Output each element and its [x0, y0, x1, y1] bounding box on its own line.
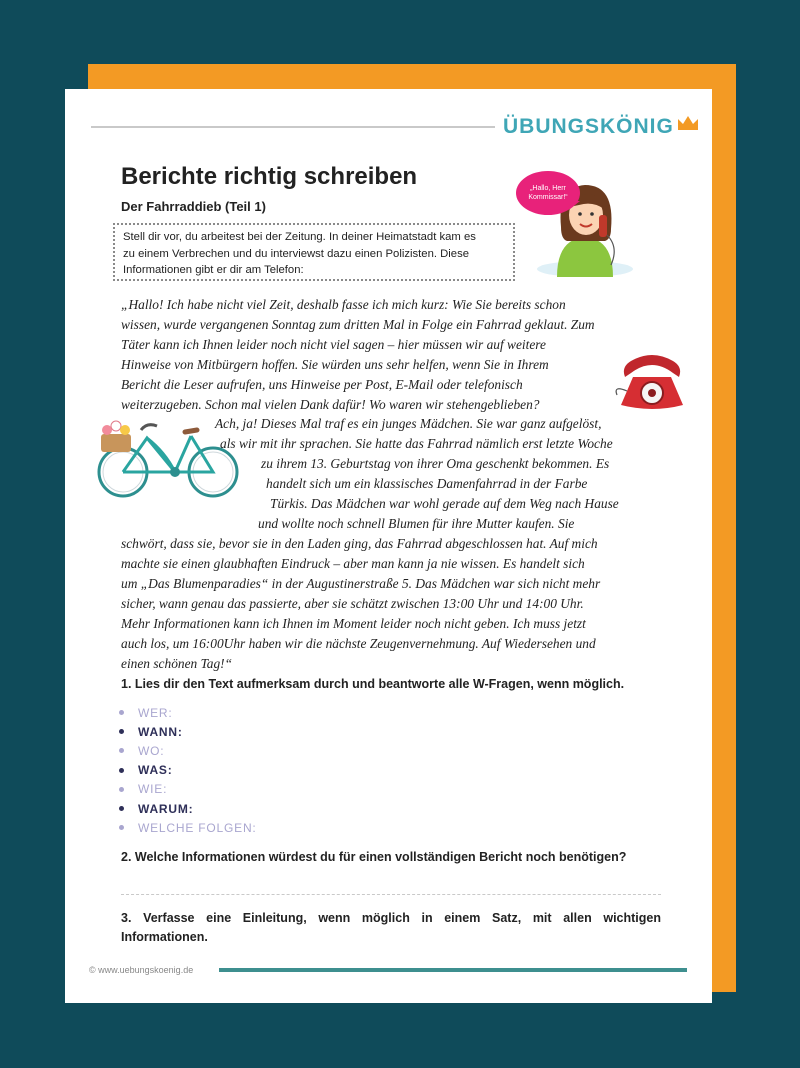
quote-line: „Hallo! Ich habe nicht viel Zeit, deshalb fasse ich mich kurz: Wie Sie bereits schon: [121, 297, 566, 312]
quote-line: handelt sich um ein klassisches Damenfahrrad in der Farbe: [266, 476, 588, 491]
quote-line: als wir mit ihr sprachen. Sie hatte das Fahrrad nämlich erst letzte Woche: [220, 436, 613, 451]
quote-line: Ach, ja! Dieses Mal traf es ein junges Mädchen. Sie war ganz aufgelöst,: [215, 416, 602, 431]
quote-line: weiterzugeben. Schon mal vielen Dank dafür! Wo waren wir stehengeblieben?: [121, 397, 540, 412]
intro-line: Stell dir vor, du arbeitest bei der Zeitung. In deiner Heimatstadt kam es: [123, 231, 476, 243]
speech-bubble: „Hallo, Herr Kommissar!“: [516, 171, 580, 215]
w-question-warum: [119, 799, 257, 818]
bullet: [119, 768, 124, 773]
w-question-label: WELCHE FOLGEN:: [138, 820, 257, 835]
intro-box: [113, 223, 515, 281]
w-question-wo: [119, 741, 257, 760]
w-question-label: WER:: [138, 705, 173, 720]
question-2: 2. Welche Informationen würdest du für einen vollständigen Bericht noch benötigen?: [121, 850, 627, 864]
page-title: Berichte richtig schreiben: [121, 163, 418, 190]
answer-line: [121, 894, 661, 895]
quote-line: sicher, wann genau das passierte, aber sie schätzt zwischen 13:00 Uhr und 14:00 Uhr.: [121, 596, 584, 611]
quote-line: und wollte noch schnell Blumen für ihre Mutter kaufen. Sie: [258, 516, 575, 531]
speech-bubble-tail: [570, 201, 580, 209]
page-subtitle: Der Fahrraddieb (Teil 1): [121, 199, 266, 214]
quote-line: machte sie einen glaubhaften Eindruck – aber man kann ja nie wissen. Es handelt sich: [121, 556, 585, 571]
intro-line: Informationen gibt er dir am Telefon:: [123, 264, 304, 276]
bullet: [119, 806, 124, 811]
quote-line: auch los, um 16:00Uhr haben wir die nächste Zeugenvernehmung. Auf Wiedersehen und: [121, 636, 596, 651]
w-questions-list: [119, 703, 257, 837]
quote-line: Mehr Informationen kann ich Ihnen im Moment leider noch nicht geben. Ich muss jetzt: [121, 616, 586, 631]
quote-line: Täter kann ich Ihnen leider noch nicht viel sagen – hier müssen wir auf weitere: [121, 337, 546, 352]
footer-rule: [219, 968, 687, 972]
quote-line: schwört, dass sie, bevor sie in den Laden ging, das Fahrrad abgeschlossen hat. Auf mich: [121, 536, 598, 551]
intro-line: zu einem Verbrechen und du interviewst dazu einen Polizisten. Diese: [123, 247, 470, 260]
w-question-label: WANN:: [138, 724, 183, 739]
w-question-welche-folgen: [119, 818, 257, 837]
w-question-was: [119, 761, 257, 780]
red-telephone-illustration: [613, 351, 691, 413]
quote-line: um „Das Blumenparadies“ in der Augustinerstraße 5. Das Mädchen war sich nicht mehr: [121, 576, 601, 591]
footer-copyright: © www.uebungskoenig.de: [89, 965, 194, 975]
question-3: 3. Verfasse eine Einleitung, wenn möglich in einem Satz, mit allen wichtigen Informationen.: [121, 911, 661, 944]
bullet: [119, 787, 124, 792]
bullet: [119, 825, 124, 830]
w-question-wer: [119, 703, 257, 722]
w-question-label: WAS:: [138, 763, 173, 778]
header-rule: [91, 126, 495, 128]
worksheet-page: [65, 89, 712, 1003]
w-question-label: WO:: [138, 743, 165, 758]
question-1: 1. Lies dir den Text aufmerksam durch und beantworte alle W-Fragen, wenn möglich.: [121, 677, 625, 691]
quote-line: Bericht die Leser aufrufen, uns Hinweise per Post, E-Mail oder telefonisch: [121, 377, 523, 392]
quote-line: wissen, wurde vergangenen Sonntag zum dritten Mal in Folge ein Fahrrad geklaut. Zum: [121, 317, 595, 332]
quote-line: Hinweise von Mitbürgern hoffen. Sie würden uns sehr helfen, wenn Sie in Ihrem: [121, 357, 549, 372]
w-question-wie: [119, 780, 257, 799]
bullet: [119, 710, 124, 715]
quote-line: zu ihrem 13. Geburtstag von ihrer Oma geschenkt bekommen. Es: [261, 456, 610, 471]
quote-line: Türkis. Das Mädchen war wohl gerade auf dem Weg nach Hause: [270, 496, 619, 511]
bullet: [119, 748, 124, 753]
brand-logo: ÜBUNGSKÖNIG: [503, 115, 674, 138]
quote-line: einen schönen Tag!“: [121, 656, 233, 671]
w-question-label: WARUM:: [138, 801, 194, 816]
crown-icon: [677, 115, 699, 131]
w-question-wann: [119, 722, 257, 741]
bullet: [119, 729, 124, 734]
w-question-label: WIE:: [138, 782, 168, 797]
